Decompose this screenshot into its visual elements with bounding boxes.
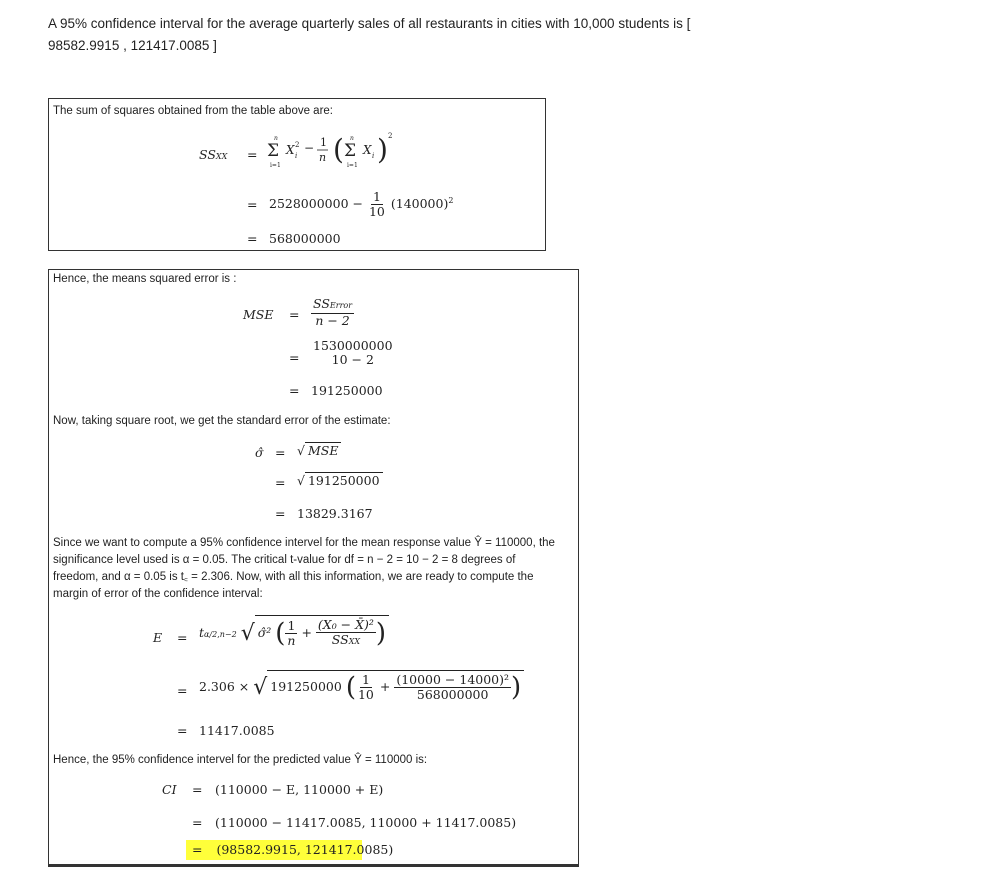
sigma-hat: σ̂ xyxy=(255,445,264,460)
svg-text:n: n xyxy=(319,151,327,164)
ci-eq-2: = xyxy=(192,815,203,830)
svg-text:Σ: Σ xyxy=(344,141,357,161)
se-result: 13829.3167 xyxy=(297,506,373,521)
sum-step-paren: (140000) xyxy=(390,196,449,211)
svg-text:i: i xyxy=(372,152,375,160)
intro-text xyxy=(48,13,728,57)
ssxx-result: 568000000 xyxy=(269,231,341,246)
svg-text:2: 2 xyxy=(388,132,393,140)
svg-text:): ) xyxy=(377,133,388,166)
svg-text:2: 2 xyxy=(295,141,300,149)
mse-step: 1530000000 10 − 2 xyxy=(313,338,393,367)
ci-step1: (110000 − E, 110000 + E) xyxy=(215,782,384,797)
svg-text:n: n xyxy=(274,135,278,142)
sum-step: 2528000000 − $\frac{1}{10}$ $(140000)^2$ xyxy=(269,189,454,219)
margin-paragraph: Since we want to compute a 95% confidence intervel for the mean response value Ŷ = 110000, the significance level used is α = 0.05. The critical t-value for df = n − 2 = 10 − 2 = 8 degrees of freedom, and α = 0.05 is t꜀ = 2.306. Now, with all this information, we are ready to compute the margin of error of the confidence interval: xyxy=(53,537,555,600)
sum-of-squares-heading: The sum of squares obtained from the table above are: xyxy=(53,105,333,117)
sum-step-fraction: $\frac{1}{10}$ xyxy=(368,189,385,219)
se-eq: = xyxy=(275,445,286,460)
svg-text:n: n xyxy=(350,135,354,142)
ssxx-lhs: SSXX xyxy=(199,147,228,162)
svg-text:X: X xyxy=(286,143,295,157)
ci-eq: = xyxy=(192,782,203,797)
ci-step2: (110000 − 11417.0085, 110000 + 11417.0085) xyxy=(215,815,517,830)
svg-text:Σ: Σ xyxy=(267,141,280,161)
sum-formula-graphic xyxy=(267,132,437,172)
svg-text:i=1: i=1 xyxy=(270,162,281,169)
se-step1: √ MSE xyxy=(297,442,341,458)
margin-eq: = xyxy=(177,630,188,645)
se-eq-2: = xyxy=(275,475,286,490)
margin-eq-2: = xyxy=(177,683,188,698)
standard-error-text: Now, taking square root, we get the standard error of the estimate: xyxy=(53,415,391,427)
ci-lhs: CI xyxy=(162,782,177,797)
svg-text:i: i xyxy=(295,152,298,160)
mse-lhs: MSE xyxy=(243,307,274,322)
mse-eq-2: = xyxy=(289,350,300,365)
se-step2: √ 191250000 xyxy=(297,472,383,488)
svg-text:(: ( xyxy=(333,133,344,166)
mse-fraction: $\frac{\text{SSError}}{n - 2}$ xyxy=(313,296,353,328)
mse-eq: = xyxy=(289,307,300,322)
svg-text:i=1: i=1 xyxy=(347,162,358,169)
margin-eq-3: = xyxy=(177,723,188,738)
se-eq-3: = xyxy=(275,506,286,521)
ci-result-highlight: = (98582.9915, 121417.0085) xyxy=(186,840,362,860)
mse-result: 191250000 xyxy=(311,383,383,398)
svg-text:−: − xyxy=(304,141,315,155)
ci-result: (98582.9915, 121417.0085) xyxy=(216,842,394,857)
svg-text:1: 1 xyxy=(320,136,327,149)
sum-of-squares-box xyxy=(48,98,546,251)
margin-formula: tα/2,n−2 √ σ̂² ( $\frac{1}{n}$ + $\frac{\text{(X₀ − X̄)²}}{\text{SSXX}}$ ) xyxy=(199,615,389,649)
intro-line-2: 98582.9915 , 121417.0085 ] xyxy=(48,38,217,53)
sum-step-value: 2528000000 xyxy=(269,196,349,211)
margin-step: 2.306 × √ 191250000 ( $\frac{1}{10}$ + $\frac{\text{(10000 − 14000)²}}{568000000}$ ) xyxy=(199,670,524,702)
intro-line-1: A 95% confidence interval for the average quarterly sales of all restaurants in cities with 10,000 students is [ xyxy=(48,16,691,31)
svg-text:X: X xyxy=(363,143,372,157)
ssxx-formula xyxy=(267,132,437,172)
ci-text: Hence, the 95% confidence intervel for the predicted value Ŷ = 110000 is: xyxy=(53,754,428,766)
eq-sign: = xyxy=(247,147,258,162)
margin-result: 11417.0085 xyxy=(199,723,275,738)
margin-lhs: E xyxy=(153,630,163,645)
mse-box xyxy=(48,269,579,867)
mse-eq-3: = xyxy=(289,383,300,398)
eq-sign-2: = xyxy=(247,197,258,212)
eq-sign-3: = xyxy=(247,231,258,246)
mse-heading: Hence, the means squared error is : xyxy=(53,273,237,285)
